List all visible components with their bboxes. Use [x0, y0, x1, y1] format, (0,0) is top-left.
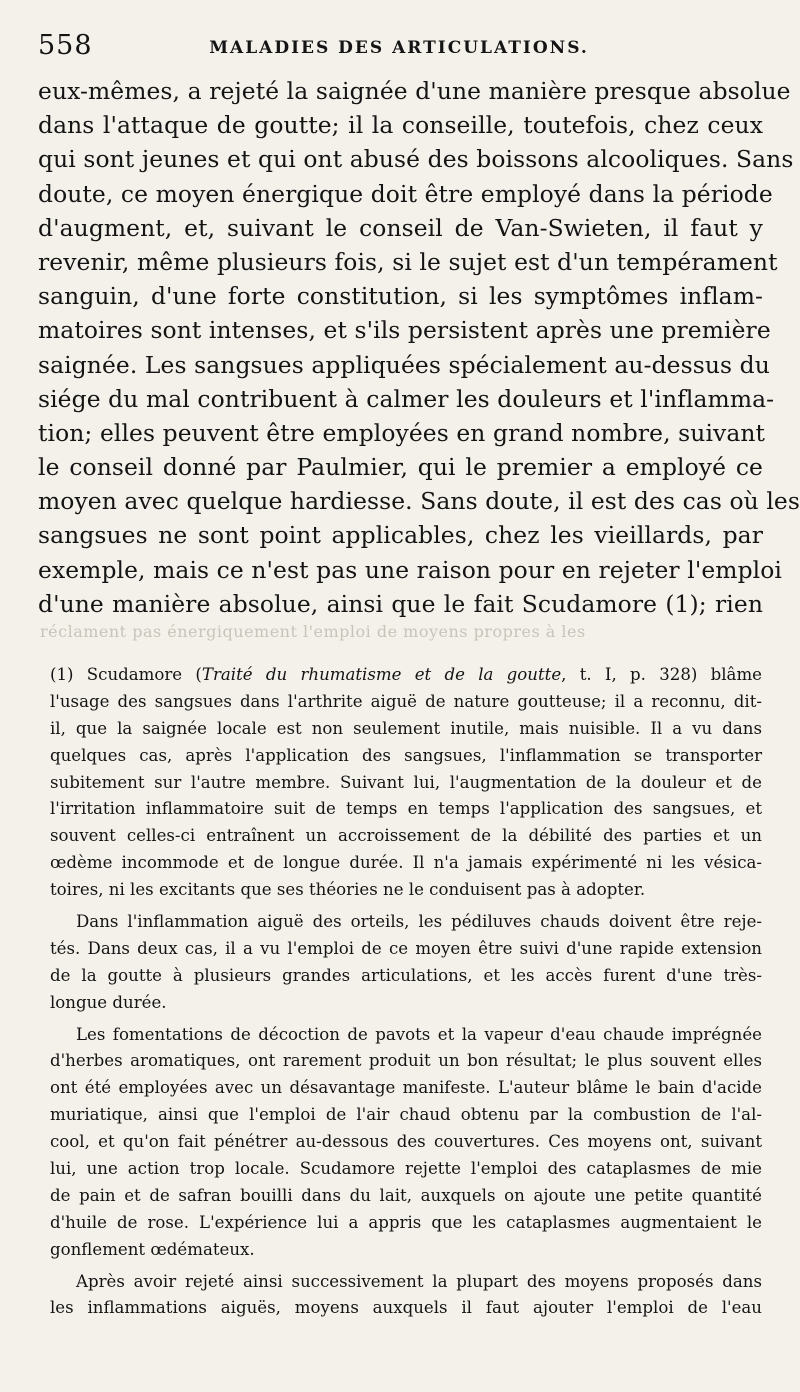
footnote-line: il, que la saignée locale est non seulement inutile, mais nuisible. Il a vu dans [50, 718, 762, 738]
footnote-line: cool, et qu'on fait pénétrer au-dessous des couvertures. Ces moyens ont, suivant [50, 1132, 762, 1152]
footnote-line: souvent celles-ci entraînent un accroissement de la débilité des parties et un [50, 826, 762, 846]
footnote-line: subitement sur l'autre membre. Suivant lui, l'augmentation de la douleur et de [50, 772, 762, 792]
text-line: dans l'attaque de goutte; il la conseille, toutefois, chez ceux [38, 111, 763, 140]
footnote-block [50, 662, 762, 1322]
footnote-line: d'huile de rose. L'expérience lui a appris que les cataplasmes augmentaient le [50, 1212, 762, 1232]
footnote-line: gonflement œdémateux. [50, 1239, 255, 1259]
text-line: d'augment, et, suivant le conseil de Van-Swieten, il faut y [38, 213, 763, 242]
text-line: qui sont jeunes et qui ont abusé des boissons alcooliques. Sans [38, 145, 794, 174]
text-line: sanguin, d'une forte constitution, si les symptômes inflam- [38, 282, 763, 311]
footnote-line: longue durée. [50, 992, 167, 1012]
footnote-line: de la goutte à plusieurs grandes articulations, et les accès furent d'une très- [50, 965, 762, 985]
page-number: 558 [38, 30, 93, 61]
bleed-through-text: réclament pas énergiquement l'emploi de moyens propres à les [40, 622, 586, 641]
text-line: saignée. Les sangsues appliquées spécialement au-dessus du [38, 350, 770, 379]
text-line: d'une manière absolue, ainsi que le fait Scudamore (1); rien [38, 589, 763, 618]
footnote-line: Les fomentations de décoction de pavots et la vapeur d'eau chaude imprégnée [76, 1024, 762, 1044]
text-line: moyen avec quelque hardiesse. Sans doute, il est des cas où les [38, 487, 800, 516]
footnote-suffix: , t. I, p. 328) blâme [561, 665, 763, 684]
text-line: tion; elles peuvent être employées en grand nombre, suivant [38, 418, 766, 447]
footnote-line: tés. Dans deux cas, il a vu l'emploi de ce moyen être suivi d'une rapide extension [50, 938, 762, 958]
running-head: MALADIES DES ARTICULATIONS. [209, 38, 589, 58]
footnote-line: lui, une action trop locale. Scudamore rejette l'emploi des cataplasmes de mie [50, 1159, 762, 1179]
text-line: eux-mêmes, a rejeté la saignée d'une manière presque absolue [38, 77, 791, 105]
text-line: matoires sont intenses, et s'ils persistent après une première [38, 316, 771, 345]
footnote-line: ont été employées avec un désavantage manifeste. L'auteur blâme le bain d'acide [50, 1078, 762, 1098]
footnote-cited-title: Traité du rhumatisme et de la goutte [201, 665, 562, 684]
text-line: revenir, même plusieurs fois, si le sujet est d'un tempérament [38, 247, 778, 276]
main-text [38, 74, 800, 621]
footnote-line: quelques cas, après l'application des sangsues, l'inflammation se transporter [50, 745, 762, 765]
text-line: sangsues ne sont point applicables, chez les vieillards, par [38, 521, 763, 550]
footnote-line: œdème incommode et de longue durée. Il n'a jamais expérimenté ni les vésica- [50, 853, 762, 873]
footnote-line: l'irritation inflammatoire suit de temps en temps l'application des sangsues, et [50, 799, 762, 819]
footnote-prefix: (1) Scudamore ( [50, 665, 202, 684]
text-line: le conseil donné par Paulmier, qui le premier a employé ce [38, 453, 763, 482]
text-line: exemple, mais ce n'est pas une raison pour en rejeter l'emploi [38, 555, 782, 584]
footnote-line: de pain et de safran bouilli dans du lait, auxquels on ajoute une petite quantité [50, 1185, 762, 1205]
footnote-line: l'usage des sangsues dans l'arthrite aiguë de nature goutteuse; il a reconnu, dit- [50, 691, 762, 711]
footnote-line: les inflammations aiguës, moyens auxquels il faut ajouter l'emploi de l'eau [50, 1298, 762, 1318]
footnote-line: Après avoir rejeté ainsi successivement la plupart des moyens proposés dans [76, 1271, 762, 1291]
page-header [38, 30, 760, 62]
footnote-line: d'herbes aromatiques, ont rarement produit un bon résultat; le plus souvent elles [50, 1051, 762, 1071]
footnote-line: Dans l'inflammation aiguë des orteils, les pédiluves chauds doivent être reje- [76, 912, 762, 932]
footnote-line: toires, ni les excitants que ses théories ne le conduisent pas à adopter. [50, 880, 646, 900]
footnote-first-line [50, 662, 762, 689]
footnote-line: muriatique, ainsi que l'emploi de l'air chaud obtenu par la combustion de l'al- [50, 1105, 762, 1125]
text-line: doute, ce moyen énergique doit être employé dans la période [38, 179, 773, 208]
text-line: siége du mal contribuent à calmer les douleurs et l'inflamma- [38, 384, 775, 413]
